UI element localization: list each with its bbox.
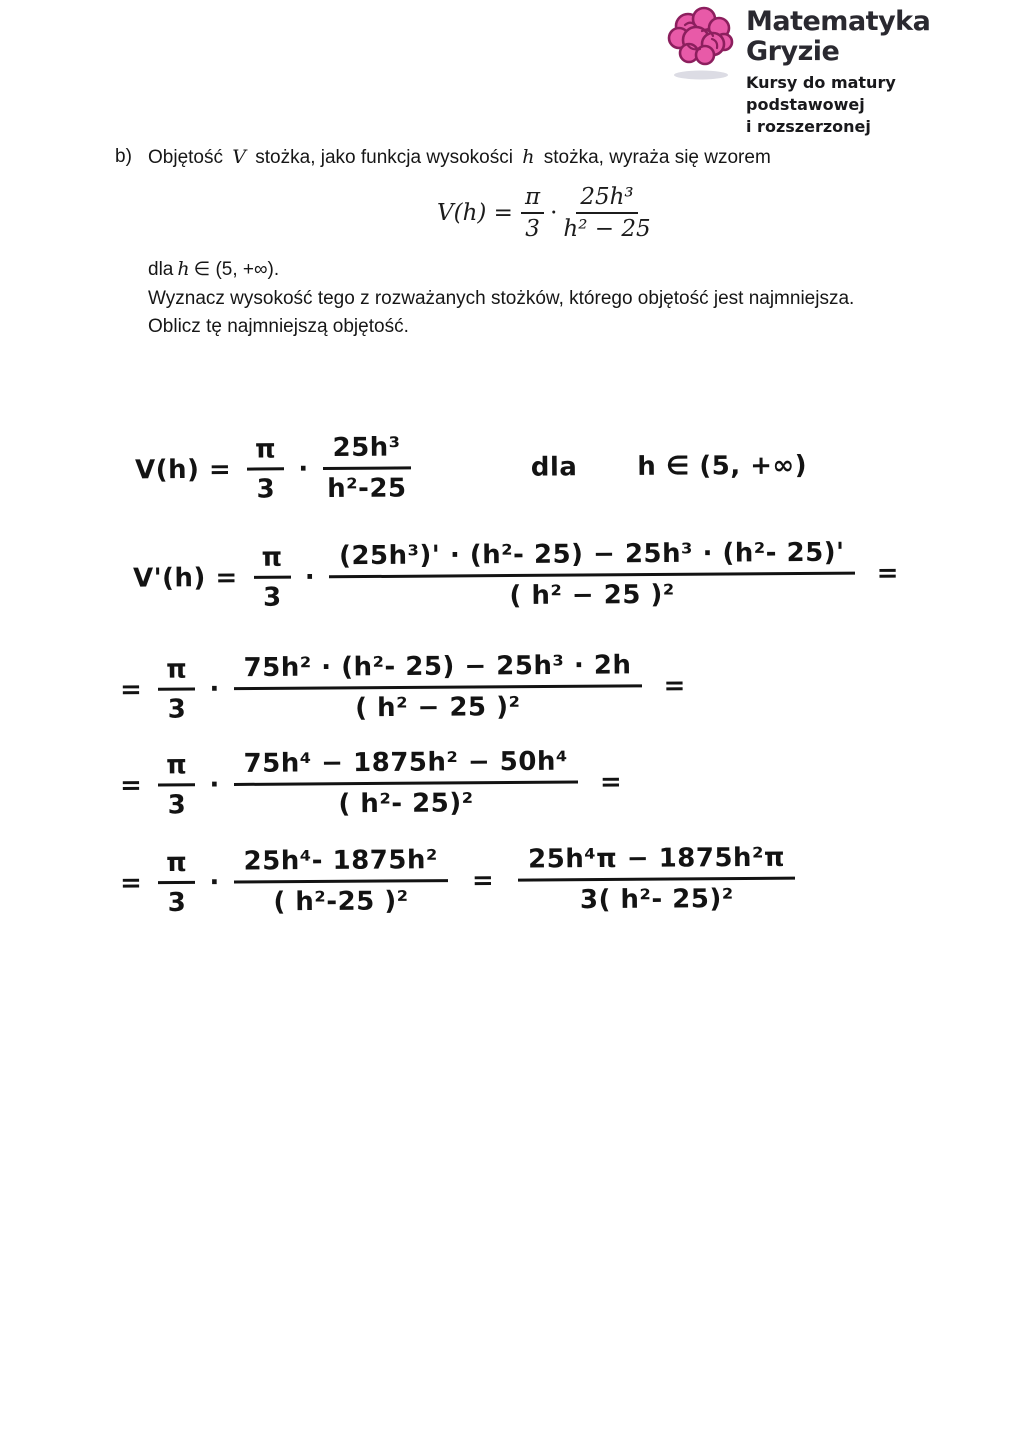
hw-fraction-simplified <box>234 845 449 917</box>
fraction-numerator: π <box>158 847 195 883</box>
handwritten-line-1 <box>135 430 808 506</box>
hw-equals: = <box>119 867 143 898</box>
math-var-h: h <box>522 146 535 168</box>
domain-pre: dla <box>148 259 174 280</box>
fraction-25h3-over-h2-25 <box>563 184 650 242</box>
domain-statement <box>148 258 279 281</box>
hw-fraction-pi-over-3 <box>158 654 196 724</box>
brand-logo <box>664 4 740 82</box>
fraction-denominator: h²-25 <box>327 473 407 505</box>
fraction-denominator: ( h²- 25)² <box>338 788 474 820</box>
formula-lhs: V(h) = <box>437 200 513 226</box>
brand-tagline-line2: i rozszerzonej <box>746 117 871 136</box>
problem-statement <box>148 146 928 169</box>
logo-shadow-ellipse <box>674 71 728 80</box>
fraction-denominator: h² − 25 <box>563 216 651 242</box>
fraction-numerator: 75h⁴ − 1875h² − 50h⁴ <box>234 747 578 786</box>
fraction-denominator: 3 <box>167 887 187 918</box>
fraction-denominator: ( h² − 25 )² <box>355 692 521 724</box>
handwritten-line-5 <box>120 843 796 919</box>
fraction-denominator: 3 <box>167 694 187 725</box>
fraction-numerator: 25h³ <box>322 432 410 470</box>
multiplication-dot: · <box>209 673 220 704</box>
hw-equals: = <box>119 770 143 801</box>
multiplication-dot: · <box>298 453 309 484</box>
hw-fraction-expanded <box>234 650 642 724</box>
fraction-numerator: (25h³)' · (h²- 25) − 25h³ · (h²- 25)' <box>329 538 855 579</box>
fraction-numerator: 25h⁴- 1875h² <box>234 845 448 883</box>
brand-tagline-line1: Kursy do matury podstawowej <box>746 73 896 114</box>
statement-pre: Objętość <box>148 147 223 168</box>
hw-fraction-pi-over-3 <box>247 434 285 504</box>
handwritten-line-3 <box>120 650 686 725</box>
hw-fraction-final <box>518 843 795 916</box>
task-sentence-1: Wyznacz wysokość tego z rozważanych stożków, którego objętość jest najmniejsza. <box>148 288 855 309</box>
fraction-numerator: π <box>158 750 195 786</box>
multiplication-dot: · <box>304 561 316 592</box>
printed-formula <box>437 184 651 242</box>
statement-post: stożka, wyraża się wzorem <box>543 147 771 168</box>
hw-equals: = <box>471 865 495 896</box>
brand-title: Matematyka Gryzie <box>746 6 931 67</box>
fraction-numerator: π <box>253 542 290 578</box>
hw-lhs: V'(h) = <box>132 562 238 594</box>
fraction-numerator: π <box>521 184 544 214</box>
math-var-h: h <box>177 258 190 280</box>
hw-domain-note: h ∈ (5, +∞) <box>637 450 808 482</box>
fraction-numerator: 75h² · (h²- 25) − 25h³ · 2h <box>234 650 642 690</box>
hw-fraction-pi-over-3 <box>253 542 291 612</box>
hw-equals: = <box>599 766 623 797</box>
multiplication-dot: · <box>550 200 558 226</box>
hw-equals: = <box>876 557 900 588</box>
problem-label: b) <box>115 146 132 167</box>
hw-fraction-collected <box>234 747 579 820</box>
hw-dla-note: dla <box>530 451 578 483</box>
fraction-numerator: 25h³ <box>576 184 637 214</box>
handwritten-line-2 <box>133 537 900 613</box>
hw-equals: = <box>119 674 143 705</box>
hw-fraction-volume <box>322 432 411 504</box>
domain-post: ∈ (5, +∞). <box>193 259 280 280</box>
fraction-denominator: 3 <box>262 582 282 613</box>
hw-fraction-pi-over-3 <box>158 750 196 820</box>
brand-text-block <box>746 7 1012 138</box>
fraction-denominator: 3 <box>525 216 540 242</box>
fraction-denominator: 3( h²- 25)² <box>579 884 734 916</box>
fraction-numerator: π <box>158 654 195 690</box>
fraction-numerator: π <box>247 434 284 470</box>
statement-mid: stożka, jako funkcja wysokości <box>255 147 513 168</box>
multiplication-dot: · <box>209 769 220 800</box>
fraction-pi-over-3 <box>521 184 544 242</box>
multiplication-dot: · <box>209 867 220 898</box>
fraction-denominator: 3 <box>256 473 276 504</box>
brand-tagline <box>746 72 1012 138</box>
fraction-numerator: 25h⁴π − 1875h²π <box>518 843 795 882</box>
fraction-denominator: ( h² − 25 )² <box>509 579 675 612</box>
brain-icon <box>664 4 740 82</box>
hw-fraction-derivative <box>329 538 855 613</box>
hw-fraction-pi-over-3 <box>158 847 196 917</box>
handwritten-line-4 <box>120 746 623 821</box>
math-var-V: V <box>232 146 246 168</box>
hw-lhs: V(h) = <box>134 454 232 485</box>
fraction-denominator: 3 <box>167 789 187 820</box>
task-sentence-2: Oblicz tę najmniejszą objętość. <box>148 316 409 337</box>
hw-equals: = <box>663 670 686 701</box>
fraction-denominator: ( h²-25 )² <box>273 886 409 918</box>
